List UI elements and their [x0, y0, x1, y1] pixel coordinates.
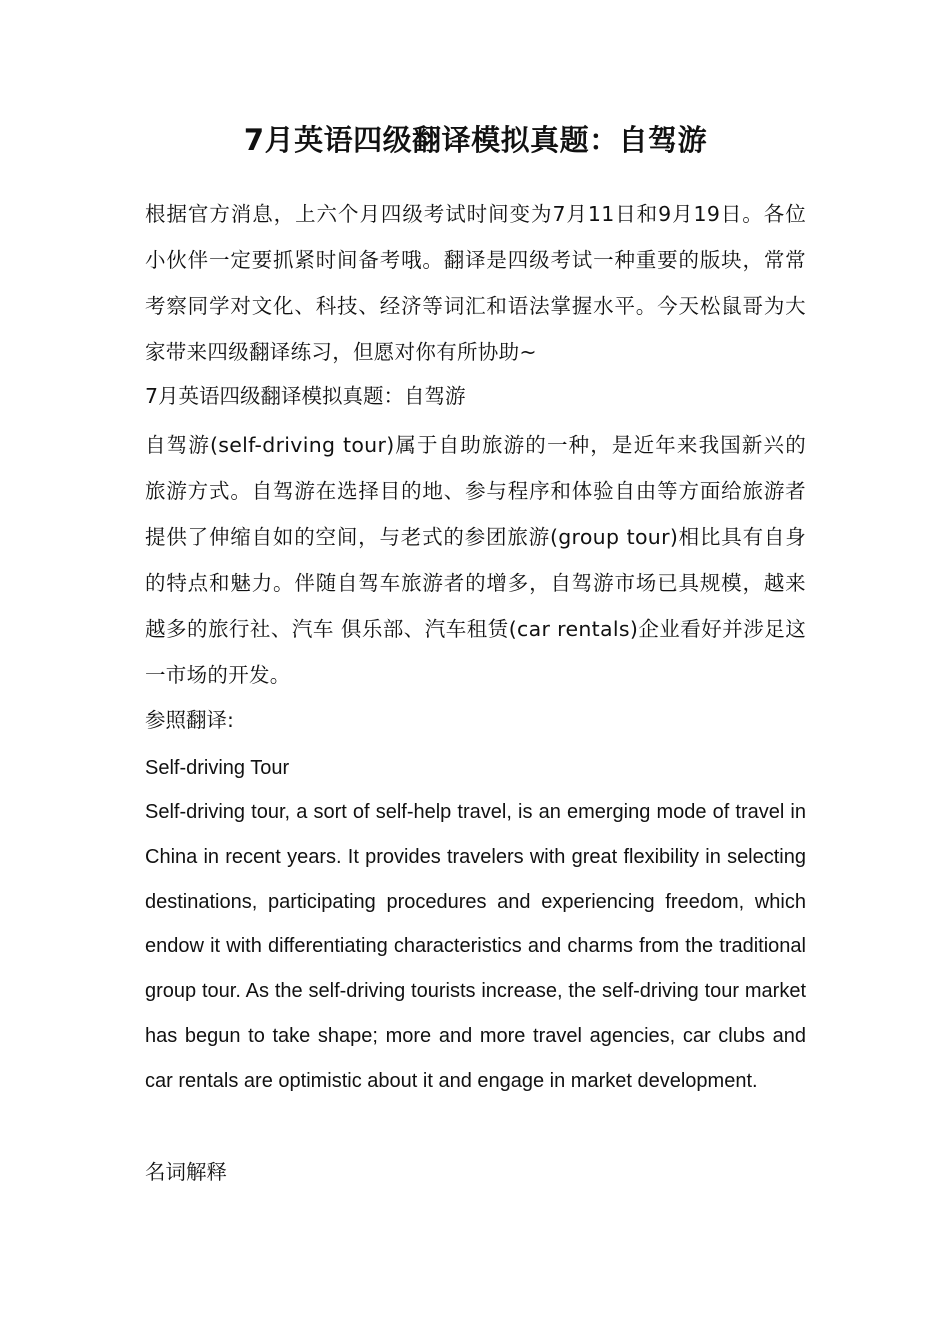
- intro-paragraph: 根据官方消息，上六个月四级考试时间变为7月11日和9月19日。各位小伙伴一定要抓紧时间备考哦。翻译是四级考试一种重要的版块，常常考察同学对文化、科技、经济等词汇和语法掌握水平。今天松鼠哥为大家带来四级翻译练习，但愿对你有所协助~: [145, 202, 806, 364]
- reference-label: 参照翻译:: [145, 708, 234, 732]
- page-title: 7月英语四级翻译模拟真题：自驾游: [243, 123, 708, 157]
- section-subtitle: 7月英语四级翻译模拟真题：自驾游: [145, 384, 466, 408]
- translation-title: Self-driving Tour: [145, 757, 290, 779]
- glossary-label: 名词解释: [145, 1160, 227, 1184]
- translation-paragraph: Self-driving tour, a sort of self-help travel, is an emerging mode of travel in China in recent years. It provides travelers with great flexibility in selecting destinations, participating procedures and experiencing freedom, which endow it with differentiating characteristics and charms from the traditional group tour. As the self-driving tourists increase, the self-driving tour market has begun to take shape; more and more travel agencies, car clubs and car rentals are optimistic about it and engage in market development.: [145, 801, 806, 1092]
- source-text-paragraph: 自驾游(self-driving tour)属于自助旅游的一种，是近年来我国新兴的旅游方式。自驾游在选择目的地、参与程序和体验自由等方面给旅游者提供了伸缩自如的空间，与老式的参团旅游(group tour)相比具有自身的特点和魅力。伴随自驾车旅游者的增多，自驾游市场已具规模，越来越多的旅行社、汽车 俱乐部、汽车租赁(car rentals)企业看好并涉足这一市场的开发。: [145, 433, 806, 687]
